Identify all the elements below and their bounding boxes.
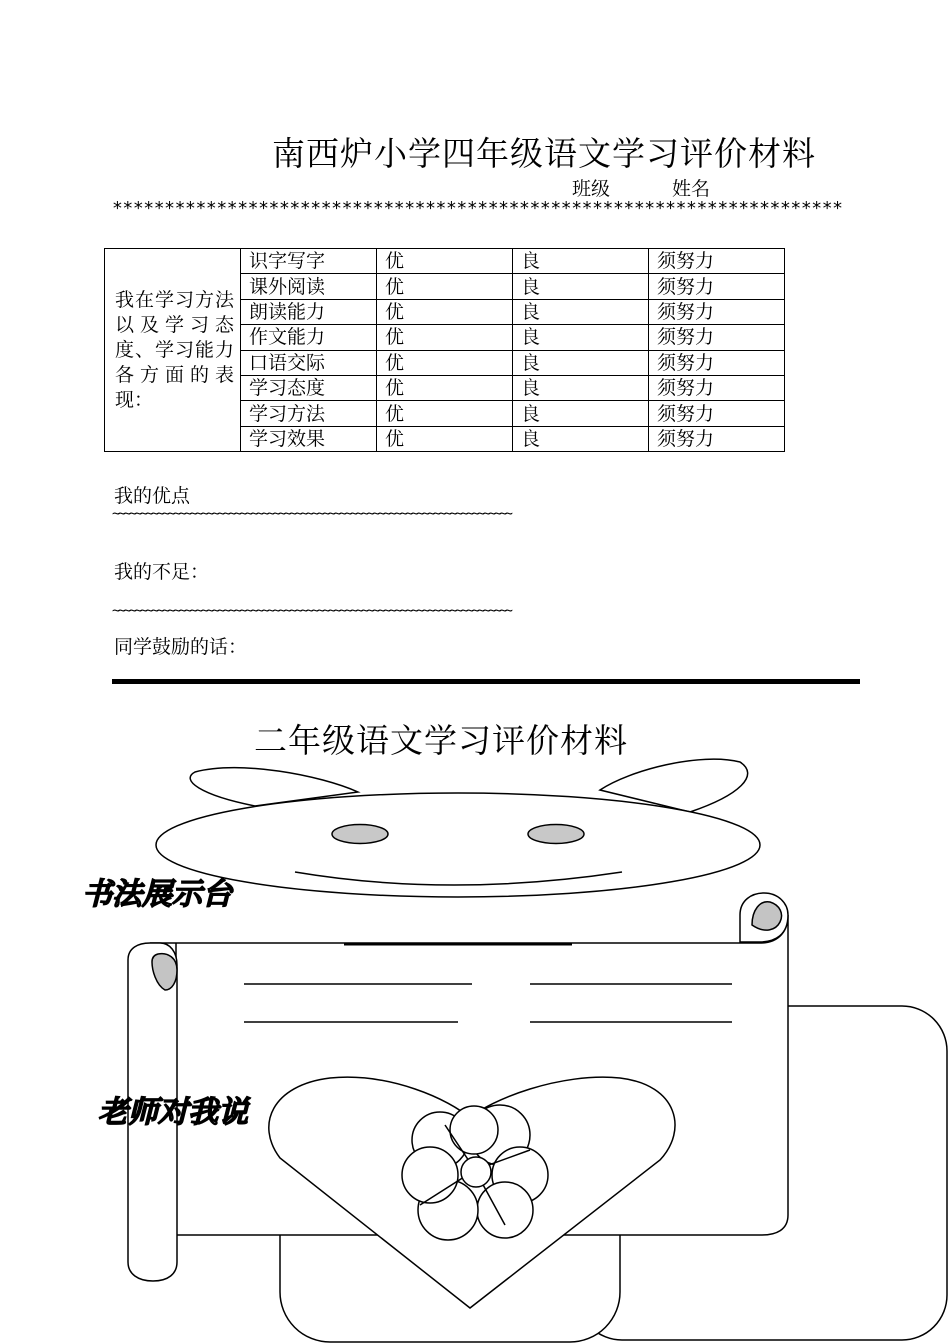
grade-needs-improvement: 须努力 — [649, 325, 785, 350]
grade-needs-improvement: 须努力 — [649, 350, 785, 375]
evaluation-item: 学习效果 — [241, 426, 377, 451]
evaluation-item: 课外阅读 — [241, 274, 377, 299]
cat-eye-right — [528, 825, 584, 844]
calligraphy-showcase-label: 书法展示台 — [82, 877, 232, 912]
evaluation-lead-text: 我在学习方法以及学习态度、学习能力各方面的表现： — [105, 249, 241, 452]
classmate-encouragement-label: 同学鼓励的话： — [114, 636, 248, 658]
grade-good: 良 — [513, 375, 649, 400]
evaluation-item: 学习方法 — [241, 401, 377, 426]
grade-needs-improvement: 须努力 — [649, 274, 785, 299]
grade-needs-improvement: 须努力 — [649, 401, 785, 426]
grade-excellent: 优 — [377, 299, 513, 324]
page-title: 南西炉小学四年级语文学习评价材料 — [272, 134, 816, 173]
grade-excellent: 优 — [377, 375, 513, 400]
grade-good: 良 — [513, 426, 649, 451]
evaluation-item: 识字写字 — [241, 249, 377, 274]
evaluation-item: 学习态度 — [241, 375, 377, 400]
grade-good: 良 — [513, 299, 649, 324]
grade-needs-improvement: 须努力 — [649, 375, 785, 400]
teacher-says-label: 老师对我说 — [98, 1095, 248, 1130]
grade-excellent: 优 — [377, 274, 513, 299]
strengths-writing-line: ~~~~~~~~~~~~~~~~~~~~~~~~~~~~~~~~~~~~~~~~~~~~~~~~~~~~~~~~~~~~~~~~~~~~~~~~ — [112, 506, 511, 522]
grade-excellent: 优 — [377, 325, 513, 350]
evaluation-item: 作文能力 — [241, 325, 377, 350]
class-label: 班级 — [572, 178, 611, 200]
grade-needs-improvement: 须努力 — [649, 249, 785, 274]
cat-eye-left — [332, 825, 388, 844]
cat-face — [156, 793, 760, 897]
grade-excellent: 优 — [377, 249, 513, 274]
grade-needs-improvement: 须努力 — [649, 299, 785, 324]
flower-icon — [402, 1105, 548, 1240]
grade-excellent: 优 — [377, 401, 513, 426]
evaluation-item: 口语交际 — [241, 350, 377, 375]
weakness-writing-line: ~~~~~~~~~~~~~~~~~~~~~~~~~~~~~~~~~~~~~~~~~~~~~~~~~~~~~~~~~~~~~~~~~~~~~~~~ — [112, 603, 511, 619]
grade-good: 良 — [513, 274, 649, 299]
name-label: 姓名 — [672, 178, 711, 200]
evaluation-item: 朗读能力 — [241, 299, 377, 324]
grade-good: 良 — [513, 350, 649, 375]
grade-good: 良 — [513, 401, 649, 426]
star-divider: ********************************************************************** — [112, 198, 843, 219]
grade-good: 良 — [513, 325, 649, 350]
second-sheet-title: 二年级语文学习评价材料 — [254, 721, 628, 760]
weakness-label: 我的不足： — [114, 561, 210, 583]
grade-excellent: 优 — [377, 350, 513, 375]
grade-excellent: 优 — [377, 426, 513, 451]
grade-good: 良 — [513, 249, 649, 274]
grade-needs-improvement: 须努力 — [649, 426, 785, 451]
strengths-label: 我的优点 — [114, 485, 191, 507]
